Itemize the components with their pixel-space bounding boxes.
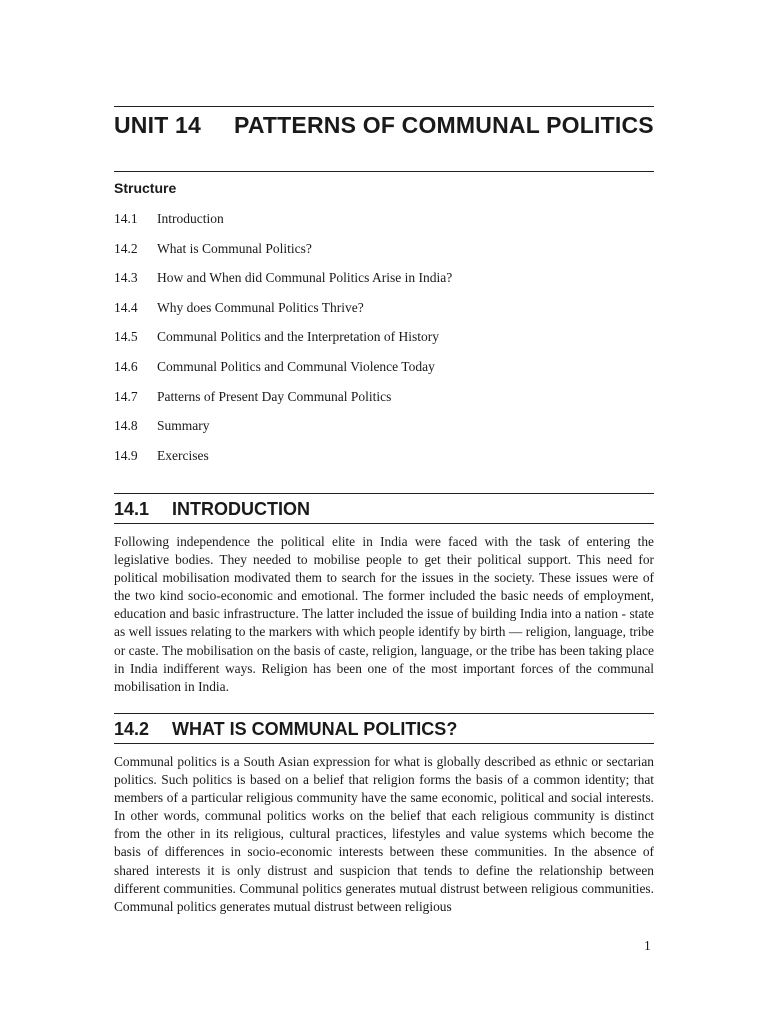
structure-item: 14.3 How and When did Communal Politics Arise in India? (114, 270, 453, 286)
structure-item: 14.1 Introduction (114, 211, 224, 226)
structure-item: 14.4 Why does Communal Politics Thrive? (114, 299, 364, 315)
structure-item: 14.6 Communal Politics and Communal Violence Today (114, 358, 435, 374)
section-bottom-rule (114, 523, 654, 524)
structure-label: Structure (114, 180, 177, 196)
title-bottom-rule (114, 171, 654, 172)
page-number: 1 (644, 938, 651, 953)
structure-item: 14.9 Exercises (114, 447, 209, 463)
unit-name: PATTERNS OF COMMUNAL POLITICS (234, 112, 654, 138)
structure-item: 14.5 Communal Politics and the Interpretation of History (114, 329, 439, 345)
title-top-rule (114, 106, 654, 107)
unit-number: UNIT 14 (114, 112, 202, 138)
structure-list (114, 210, 654, 476)
section-bottom-rule (114, 743, 654, 744)
introduction-paragraph: Following independence the political elite in India were faced with the task of entering the legislative bodies. They needed to mobilise people to get their political support. This need for political mobilisation modivated them to search for the issues in the society. These issues were of the two kind socio-economic and emotional. The former included the basic needs of employment, education and basic infrastructure. The latter included the issue of building India into a nation - state as well issues relating to the markers with which people identify by birth — religion, language, tribe or caste. The mobilisation on the basis of caste, religion, language, or the tribe has been taking place in India indifferent ways. Religion has been one of the most important forces of the communal mobilisation in India. (114, 534, 654, 694)
structure-item: 14.2 What is Communal Politics? (114, 240, 312, 256)
communal-politics-paragraph: Communal politics is a South Asian expression for what is globally described as ethnic or sectarian politics. Such politics is based on a belief that religion forms the basis of a common identity; that members of a particular religious community have the same economic, political and social interests. In other words, communal politics works on the belief that each religious community is distinct from the other in its religious, cultural practices, lifestyles and value systems which become the basis of differences in socio-economic interests between these communities. In the absence of shared interests it is only distrust and suspicion that tends to define the relationship between different communities. Communal politics generates mutual distrust between religious communities. Communal politics generates mutual distrust between religious (114, 754, 654, 914)
section-top-rule (114, 713, 654, 714)
structure-item: 14.8 Summary (114, 418, 210, 434)
section-top-rule (114, 493, 654, 494)
structure-item: 14.7 Patterns of Present Day Communal Politics (114, 388, 392, 404)
